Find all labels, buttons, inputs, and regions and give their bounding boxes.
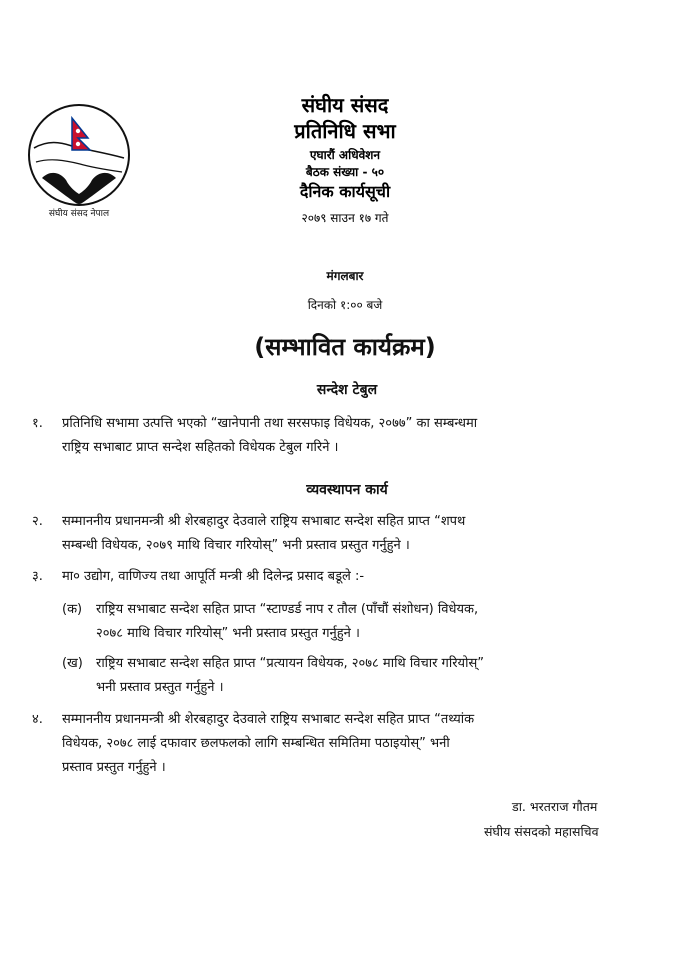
meeting-day: मंगलबार xyxy=(326,269,364,283)
item-line: २०७८ माथि विचार गरियोस्” भनी प्रस्ताव प्रस्तुत गर्नुहुने । xyxy=(96,626,360,641)
session-label: एघारौं अधिवेशन xyxy=(309,148,381,162)
section-message-table: सन्देश टेबुल xyxy=(316,382,378,398)
item-line: भनी प्रस्ताव प्रस्तुत गर्नुहुने । xyxy=(96,680,224,695)
item-line: राष्ट्रिय सभाबाट सन्देश सहित प्राप्त “स्टाण्डर्ड नाप र तौल (पाँचौं संशोधन) विधेयक, xyxy=(96,602,479,617)
item-number: १. xyxy=(32,416,43,431)
item-line: प्रस्ताव प्रस्तुत गर्नुहुने । xyxy=(62,760,166,775)
emblem-caption: संघीय संसद नेपाल xyxy=(48,209,110,218)
signatory-name: डा. भरतराज गौतम xyxy=(512,799,598,814)
program-title: (सम्भावित कार्यक्रम) xyxy=(254,333,436,361)
header xyxy=(200,92,490,227)
item-number: ३. xyxy=(32,569,43,584)
emblem-icon xyxy=(20,100,138,218)
item-line: सम्माननीय प्रधानमन्त्री श्री शेरबहादुर देउवाले राष्ट्रिय सभाबाट सन्देश सहित प्राप्त “शपथ xyxy=(62,514,466,529)
agenda-item-3b xyxy=(96,652,662,700)
section-legislation: व्यवस्थापन कार्य xyxy=(306,482,388,498)
agenda-item-3 xyxy=(62,565,662,589)
item-line: राष्ट्रिय सभाबाट प्राप्त सन्देश सहितको विधेयक टेबुल गरिने । xyxy=(62,440,339,455)
item-number: ४. xyxy=(32,712,43,727)
org-title: संघीय संसद xyxy=(301,93,389,117)
agenda-title: दैनिक कार्यसूची xyxy=(299,182,391,201)
agenda-item-2 xyxy=(62,510,662,558)
meeting-date: २०७९ साउन १७ गते xyxy=(301,211,389,225)
item-line: सम्बन्धी विधेयक, २०७९ माथि विचार गरियोस्” भनी प्रस्ताव प्रस्तुत गर्नुहुने । xyxy=(62,538,410,553)
item-line: प्रतिनिधि सभामा उत्पत्ति भएको “खानेपानी तथा सरसफाइ विधेयक, २०७७” का सम्बन्धमा xyxy=(62,416,478,431)
parliament-emblem xyxy=(20,100,138,218)
item-number: २. xyxy=(32,514,43,529)
sub-item-number: (क) xyxy=(62,602,83,617)
sub-item-number: (ख) xyxy=(62,656,83,671)
item-line: राष्ट्रिय सभाबाट सन्देश सहित प्राप्त “प्रत्यायन विधेयक, २०७८ माथि विचार गरियोस्” xyxy=(96,656,484,671)
item-line: सम्माननीय प्रधानमन्त्री श्री शेरबहादुर देउवाले राष्ट्रिय सभाबाट सन्देश सहित प्राप्त “तथ्यांक xyxy=(62,712,475,727)
item-line: विधेयक, २०७८ लाई दफावार छलफलको लागि सम्बन्धित समितिमा पठाइयोस्” भनी xyxy=(62,736,450,751)
house-title: प्रतिनिधि सभा xyxy=(294,119,396,143)
agenda-item-1 xyxy=(62,412,662,460)
item-line: मा० उद्योग, वाणिज्य तथा आपूर्ति मन्त्री श्री दिलेन्द्र प्रसाद बडूले :- xyxy=(62,569,365,584)
agenda-item-4 xyxy=(62,708,662,780)
meeting-time: दिनको १:०० बजे xyxy=(307,298,383,312)
meeting-number: बैठक संख्या - ५० xyxy=(305,165,385,179)
signatory-title: संघीय संसदको महासचिव xyxy=(484,824,599,839)
agenda-item-3a xyxy=(96,598,662,646)
